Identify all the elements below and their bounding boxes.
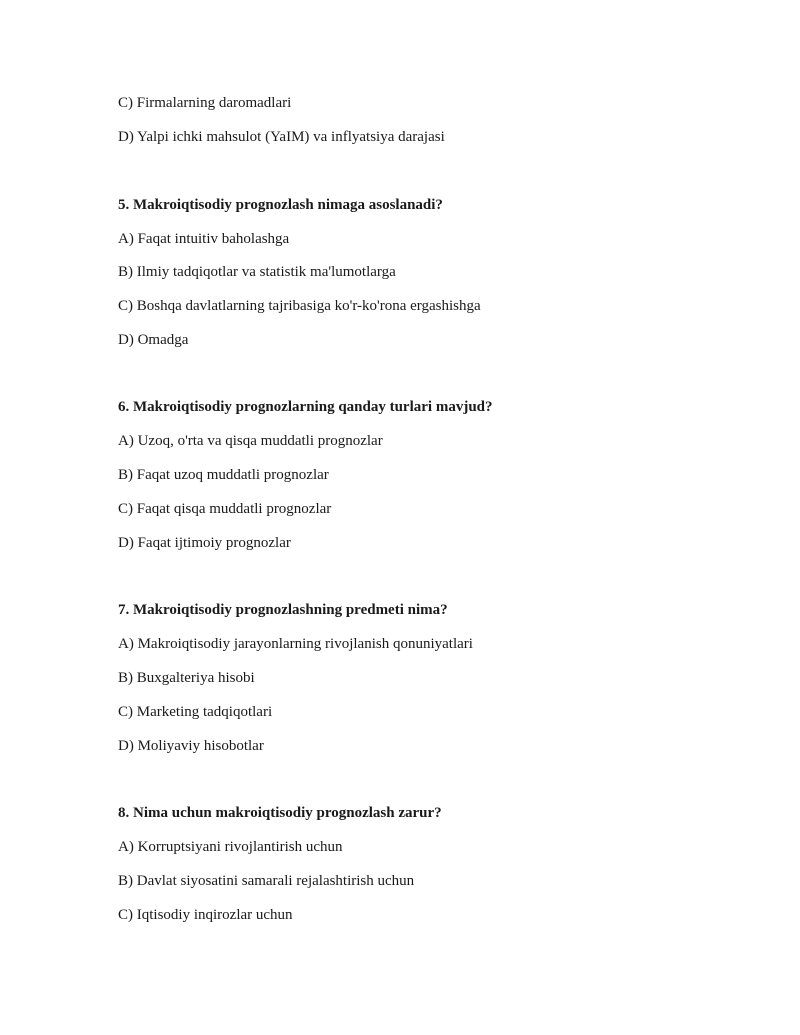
answer-option: A) Faqat intuitiv baholashga (118, 231, 290, 247)
answer-option: B) Faqat uzoq muddatli prognozlar (118, 467, 329, 483)
answer-option: B) Ilmiy tadqiqotlar va statistik ma'lumotlarga (118, 264, 396, 280)
answer-option: D) Moliyaviy hisobotlar (118, 738, 264, 754)
answer-option: B) Davlat siyosatini samarali rejalashtirish uchun (118, 873, 415, 889)
answer-option: C) Marketing tadqiqotlari (118, 704, 273, 720)
answer-option: D) Faqat ijtimoiy prognozlar (118, 535, 291, 551)
answer-option: D) Omadga (118, 332, 189, 348)
answer-option: C) Iqtisodiy inqirozlar uchun (118, 907, 293, 923)
answer-option: D) Yalpi ichki mahsulot (YaIM) va inflyatsiya darajasi (118, 129, 445, 145)
question-heading: 5. Makroiqtisodiy prognozlash nimaga asoslanadi? (118, 197, 443, 213)
answer-option: C) Firmalarning daromadlari (118, 95, 292, 111)
answer-option: A) Uzoq, o'rta va qisqa muddatli prognozlar (118, 433, 383, 449)
question-heading: 7. Makroiqtisodiy prognozlashning predmeti nima? (118, 602, 448, 618)
answer-option: C) Faqat qisqa muddatli prognozlar (118, 501, 332, 517)
answer-option: A) Korruptsiyani rivojlantirish uchun (118, 839, 343, 855)
question-heading: 8. Nima uchun makroiqtisodiy prognozlash zarur? (118, 805, 442, 821)
question-heading: 6. Makroiqtisodiy prognozlarning qanday turlari mavjud? (118, 399, 493, 415)
answer-option: C) Boshqa davlatlarning tajribasiga ko'r-ko'rona ergashishga (118, 298, 481, 314)
answer-option: A) Makroiqtisodiy jarayonlarning rivojlanish qonuniyatlari (118, 636, 473, 652)
answer-option: B) Buxgalteriya hisobi (118, 670, 255, 686)
